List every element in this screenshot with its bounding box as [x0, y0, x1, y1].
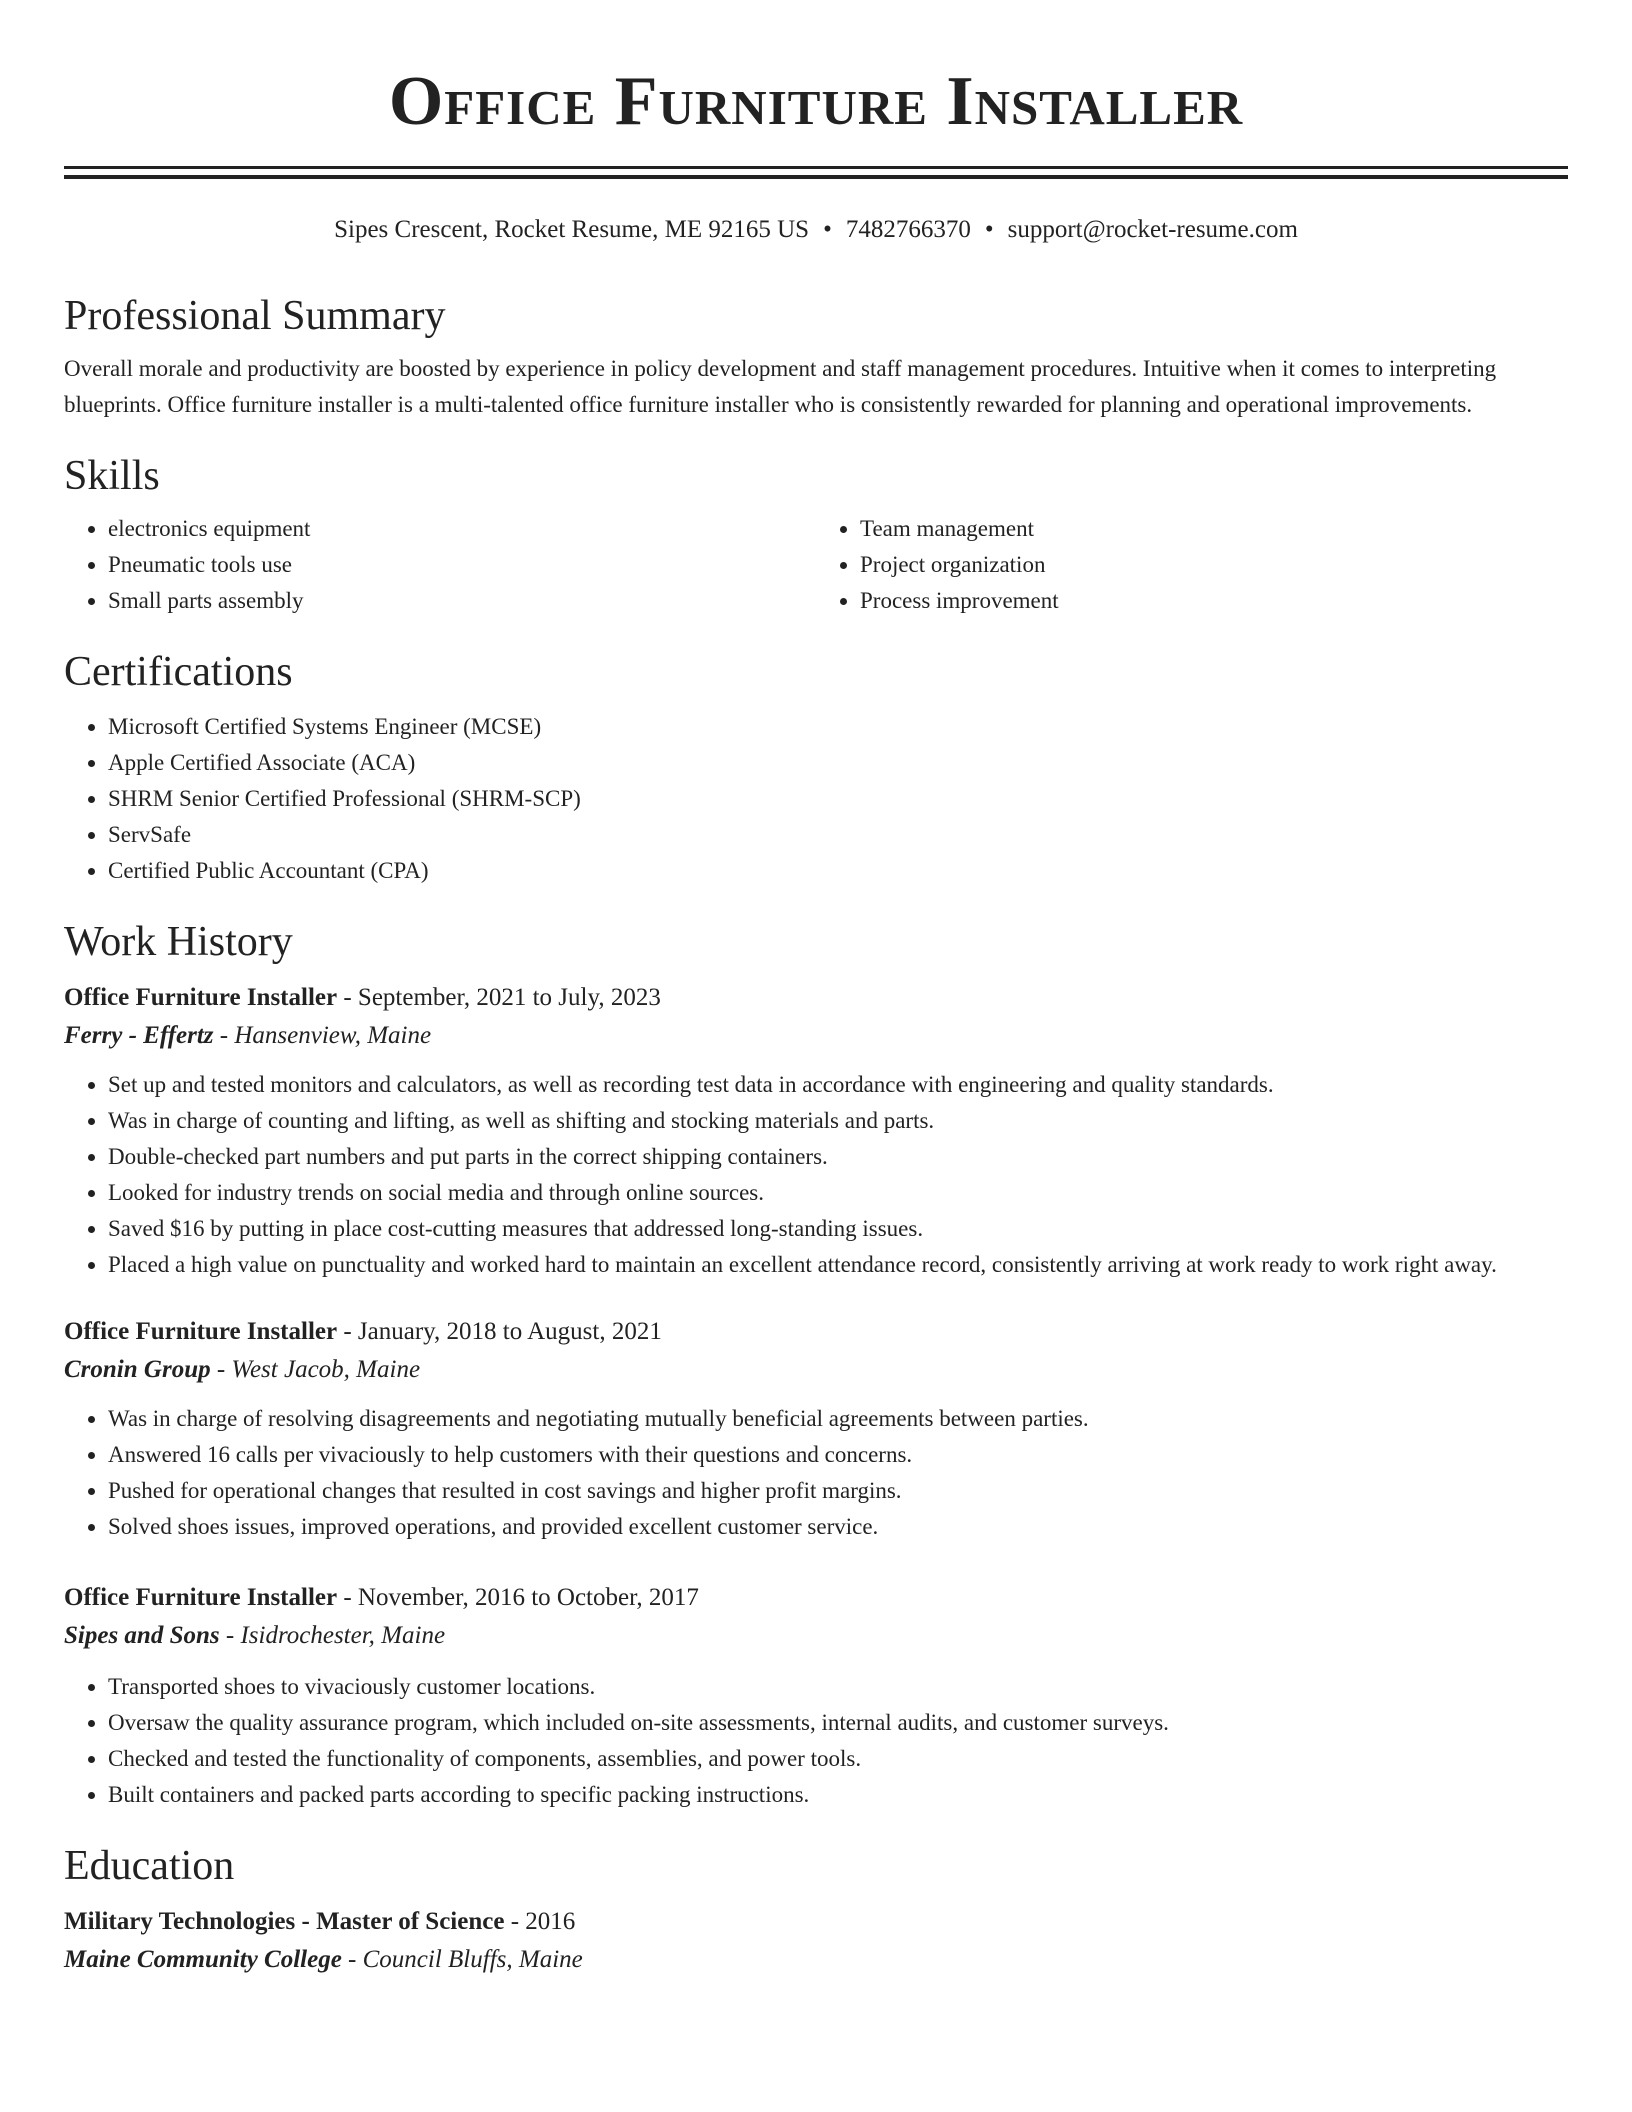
job-entry	[64, 1579, 1568, 1813]
skill-item: • Process improvement	[860, 583, 1568, 619]
resume-title: Office Furniture Installer	[388, 63, 1244, 140]
job-bullet: • Looked for industry trends on social media and through online sources.	[108, 1175, 1568, 1211]
job-dates: - November, 2016 to October, 2017	[337, 1584, 699, 1611]
job-bullet: • Was in charge of counting and lifting, as well as shifting and stocking materials and parts.	[108, 1103, 1568, 1139]
job-bullet: • Saved $16 by putting in place cost-cutting measures that addressed long-standing issues.	[108, 1211, 1568, 1247]
job-bullet: • Pushed for operational changes that resulted in cost savings and higher profit margins.	[108, 1473, 1568, 1509]
title-rule-bottom	[64, 175, 1568, 179]
job-bullets	[64, 1401, 1568, 1545]
contact-email: support@rocket-resume.com	[1007, 216, 1298, 243]
job-company-line	[64, 1017, 1568, 1055]
resume-page	[64, 0, 1568, 1979]
job-bullet: • Double-checked part numbers and put parts in the correct shipping containers.	[108, 1139, 1568, 1175]
skill-item: • Project organization	[860, 547, 1568, 583]
certification-item: • SHRM Senior Certified Professional (SHRM-SCP)	[108, 781, 1568, 817]
job-entry	[64, 1313, 1568, 1545]
education-school-line	[64, 1941, 1568, 1979]
job-bullet: • Set up and tested monitors and calculators, as well as recording test data in accordance with engineering and quality standards.	[108, 1067, 1568, 1103]
education-entry	[64, 1903, 1568, 1979]
education-degree: Military Technologies - Master of Science	[64, 1908, 505, 1935]
education-heading: Education	[64, 1843, 235, 1889]
job-bullet: • Solved shoes issues, improved operations, and provided excellent customer service.	[108, 1509, 1568, 1545]
certifications-heading: Certifications	[64, 649, 293, 695]
job-bullets	[64, 1067, 1568, 1283]
education-degree-line	[64, 1903, 1568, 1941]
skill-item: • Pneumatic tools use	[108, 547, 816, 583]
job-title: Office Furniture Installer	[64, 1318, 338, 1345]
certification-item: • ServSafe	[108, 817, 1568, 853]
job-bullet: • Answered 16 calls per vivaciously to help customers with their questions and concerns.	[108, 1437, 1568, 1473]
job-bullet: • Transported shoes to vivaciously customer locations.	[108, 1669, 1568, 1705]
job-bullet: • Was in charge of resolving disagreements and negotiating mutually beneficial agreements between parties.	[108, 1401, 1568, 1437]
job-company: Sipes and Sons	[64, 1622, 220, 1649]
job-company: Cronin Group	[64, 1356, 211, 1383]
job-bullet: • Placed a high value on punctuality and worked hard to maintain an excellent attendance record, consistently arriving at work ready to work right away.	[108, 1247, 1568, 1283]
contact-phone: 7482766370	[845, 216, 971, 243]
job-header	[64, 1579, 1568, 1617]
certification-item: • Microsoft Certified Systems Engineer (MCSE)	[108, 709, 1568, 745]
contact-address: Sipes Crescent, Rocket Resume, ME 92165 US	[334, 216, 810, 243]
job-title: Office Furniture Installer	[64, 1584, 338, 1611]
job-bullets	[64, 1669, 1568, 1813]
job-bullet: • Built containers and packed parts according to specific packing instructions.	[108, 1777, 1568, 1813]
contact-line	[64, 215, 1568, 245]
job-location: - West Jacob, Maine	[210, 1356, 421, 1383]
skill-item: • Team management	[860, 511, 1568, 547]
job-entry	[64, 979, 1568, 1283]
certification-item: • Apple Certified Associate (ACA)	[108, 745, 1568, 781]
certifications-list	[64, 709, 1568, 889]
summary-text: Overall morale and productivity are boosted by experience in policy development and staff management procedures. Intuitive when it comes to interpreting blueprints. Office furniture installer is a multi-talented office furniture installer who is consistently rewarded for planning and operational improvements.	[64, 356, 1497, 417]
skill-item: • Small parts assembly	[108, 583, 816, 619]
job-dates: - January, 2018 to August, 2021	[337, 1318, 662, 1345]
education-year: - 2016	[504, 1908, 576, 1935]
job-header	[64, 979, 1568, 1017]
job-location: - Hansenview, Maine	[213, 1022, 432, 1049]
job-bullet: • Oversaw the quality assurance program, which included on-site assessments, internal audits, and customer surveys.	[108, 1705, 1568, 1741]
skills-heading: Skills	[64, 453, 160, 499]
certification-item: • Certified Public Accountant (CPA)	[108, 853, 1568, 889]
summary-heading: Professional Summary	[64, 293, 446, 339]
job-title: Office Furniture Installer	[64, 984, 338, 1011]
job-bullet: • Checked and tested the functionality of components, assemblies, and power tools.	[108, 1741, 1568, 1777]
education-location: - Council Bluffs, Maine	[341, 1946, 583, 1973]
title-rule-top	[64, 166, 1568, 169]
education-school: Maine Community College	[64, 1946, 342, 1973]
job-header	[64, 1313, 1568, 1351]
skills-list	[64, 511, 1568, 619]
job-location: - Isidrochester, Maine	[219, 1622, 446, 1649]
skills-column-right	[816, 511, 1568, 619]
skill-item: • electronics equipment	[108, 511, 816, 547]
contact-separator: •	[823, 216, 832, 243]
job-company-line	[64, 1617, 1568, 1655]
work-history-heading: Work History	[64, 919, 293, 965]
job-company-line	[64, 1351, 1568, 1389]
job-dates: - September, 2021 to July, 2023	[337, 984, 661, 1011]
job-company: Ferry - Effertz	[64, 1022, 214, 1049]
contact-separator: •	[984, 216, 994, 243]
skills-column-left	[64, 511, 816, 619]
